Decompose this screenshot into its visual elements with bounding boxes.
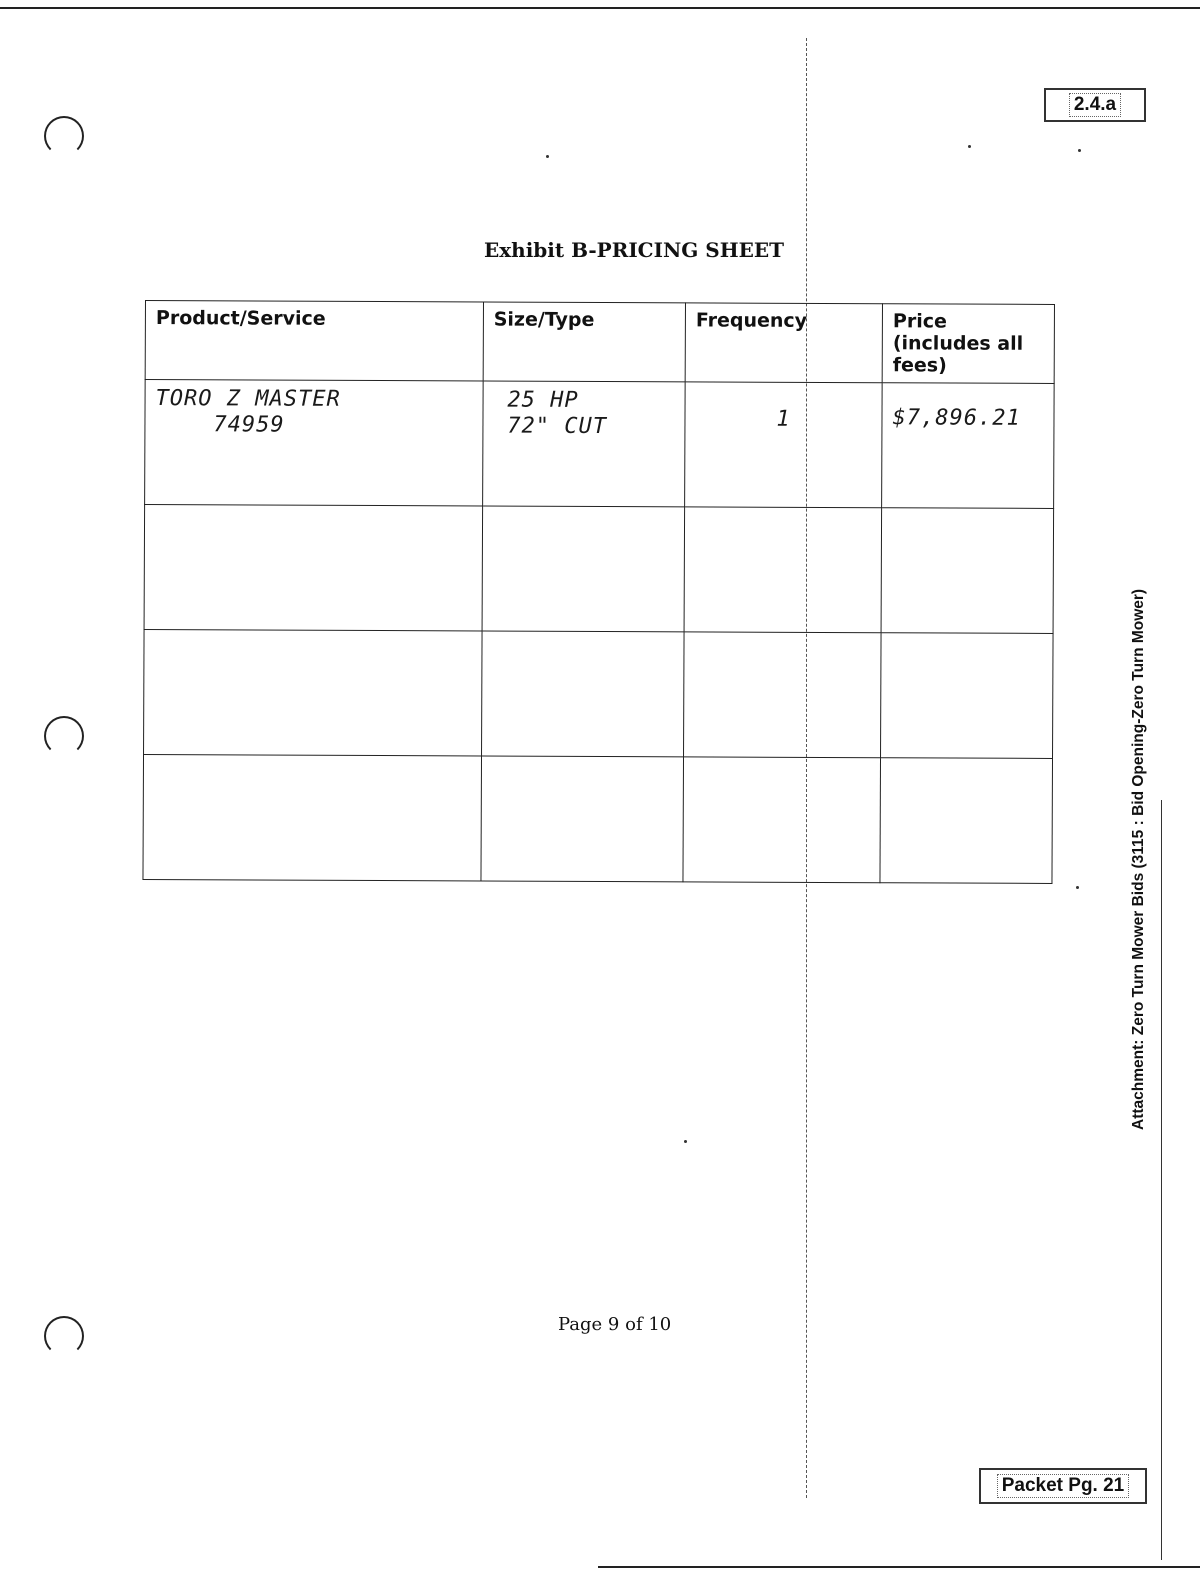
frequency-value: 1 [776,406,791,432]
scan-speck [546,155,549,158]
cell-size [481,756,684,882]
punch-hole-icon [44,116,84,156]
cell-product [145,380,483,506]
cell-frequency [685,382,883,508]
product-model: 74959 [213,412,285,438]
header-size: Size/Type [483,302,685,382]
cell-price [882,383,1055,509]
cell-frequency [683,757,881,883]
scan-speck [1078,149,1081,152]
punch-hole-icon [44,716,84,756]
cell-frequency [684,507,882,633]
header-product: Product/Service [145,301,483,381]
price-value: $7,896.21 [892,405,1021,431]
page-footer: Page 9 of 10 [558,1314,672,1335]
cell-size [482,506,685,632]
bottom-rule [598,1566,1200,1568]
scan-speck [684,1140,687,1143]
cell-size [482,381,685,507]
cell-product [144,505,482,631]
pricing-table [142,300,1055,884]
cell-price [881,633,1054,759]
right-edge-line [1161,800,1162,1560]
cell-frequency [683,632,881,758]
header-frequency: Frequency [685,303,882,383]
attachment-side-label: Attachment: Zero Turn Mower Bids (3115 : Bid Opening-Zero Turn Mower) [1130,588,1147,1130]
cell-product [143,754,481,880]
header-price: Price (includes all fees) [882,304,1054,384]
top-rule [0,7,1200,9]
punch-hole-icon [44,1316,84,1356]
scan-speck [968,145,971,148]
cell-product [144,629,482,755]
scan-speck [1076,886,1079,889]
cell-size [481,631,684,757]
packet-page-text: Packet Pg. 21 [997,1474,1130,1498]
product-name: TORO Z MASTER [155,386,341,412]
section-tag [1044,88,1146,122]
table-row [144,629,1054,758]
table-row [144,505,1054,634]
size-cut: 72" CUT [507,413,608,440]
table-header-row [145,301,1054,384]
table-row [143,754,1053,883]
cell-price [880,758,1053,884]
table-row [145,380,1055,509]
cell-price [881,508,1054,634]
section-tag-text: 2.4.a [1069,93,1121,117]
page-title: Exhibit B-PRICING SHEET [484,238,784,262]
packet-page-tag [979,1468,1147,1504]
size-power: 25 HP [507,387,579,413]
